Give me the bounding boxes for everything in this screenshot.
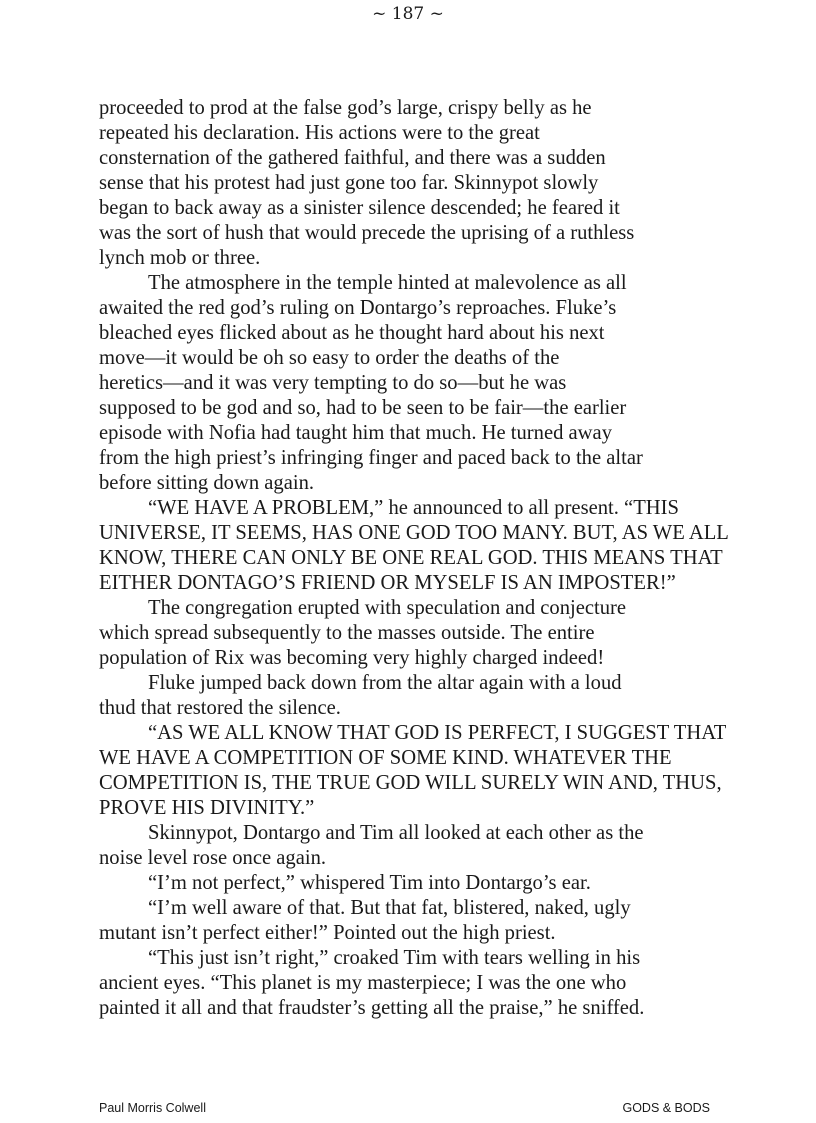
text-line: sense that his protest had just gone too far. Skinnypot slowly — [99, 172, 599, 194]
text-line: Skinnypot, Dontargo and Tim all looked at each other as the — [148, 822, 644, 844]
text-line: move—it would be oh so easy to order the deaths of the — [99, 347, 560, 369]
text-line: which spread subsequently to the masses outside. The entire — [99, 622, 595, 644]
text-line: bleached eyes flicked about as he thought hard about his next — [99, 322, 605, 344]
footer-author: Paul Morris Colwell — [99, 1101, 206, 1115]
text-line: repeated his declaration. His actions were to the great — [99, 122, 540, 144]
text-line: “I’m not perfect,” whispered Tim into Dontargo’s ear. — [148, 872, 591, 894]
text-line: thud that restored the silence. — [99, 697, 341, 719]
text-line: painted it all and that fraudster’s getting all the praise,” he sniffed. — [99, 997, 645, 1019]
text-line: WE HAVE A COMPETITION OF SOME KIND. WHATEVER THE — [99, 747, 672, 769]
text-line: before sitting down again. — [99, 472, 315, 494]
text-line: consternation of the gathered faithful, and there was a sudden — [99, 147, 606, 169]
page-number: ~ 187 ~ — [372, 4, 444, 24]
text-line: began to back away as a sinister silence descended; he feared it — [99, 197, 620, 219]
text-line: population of Rix was becoming very highly charged indeed! — [99, 647, 605, 669]
text-line: The congregation erupted with speculation and conjecture — [148, 597, 627, 619]
text-line: from the high priest’s infringing finger and paced back to the altar — [99, 447, 643, 469]
body-text — [99, 96, 729, 1021]
text-line: ancient eyes. “This planet is my masterpiece; I was the one who — [99, 972, 627, 994]
text-line: “I’m well aware of that. But that fat, blistered, naked, ugly — [148, 897, 631, 919]
footer-book-title: GODS & BODS — [622, 1101, 710, 1115]
text-line: EITHER DONTAGO’S FRIEND OR MYSELF IS AN IMPOSTER!” — [99, 572, 676, 594]
text-line: The atmosphere in the temple hinted at malevolence as all — [148, 272, 627, 294]
text-line: “This just isn’t right,” croaked Tim with tears welling in his — [148, 947, 641, 969]
text-line: UNIVERSE, IT SEEMS, HAS ONE GOD TOO MANY. BUT, AS WE ALL — [99, 522, 729, 544]
text-line: heretics—and it was very tempting to do so—but he was — [99, 372, 567, 394]
text-line: mutant isn’t perfect either!” Pointed out the high priest. — [99, 922, 556, 944]
text-line: “WE HAVE A PROBLEM,” he announced to all present. “THIS — [148, 497, 679, 519]
text-line: proceeded to prod at the false god’s large, crispy belly as he — [99, 97, 592, 119]
text-line: noise level rose once again. — [99, 847, 327, 869]
text-line: was the sort of hush that would precede the uprising of a ruthless — [99, 222, 635, 244]
text-line: lynch mob or three. — [99, 247, 261, 269]
text-line: “AS WE ALL KNOW THAT GOD IS PERFECT, I SUGGEST THAT — [148, 722, 727, 744]
text-line: PROVE HIS DIVINITY.” — [99, 797, 315, 819]
text-line: KNOW, THERE CAN ONLY BE ONE REAL GOD. THIS MEANS THAT — [99, 547, 723, 569]
text-line: awaited the red god’s ruling on Dontargo’s reproaches. Fluke’s — [99, 297, 617, 319]
text-line: COMPETITION IS, THE TRUE GOD WILL SURELY WIN AND, THUS, — [99, 772, 722, 794]
text-line: supposed to be god and so, had to be seen to be fair—the earlier — [99, 397, 627, 419]
text-line: Fluke jumped back down from the altar again with a loud — [148, 672, 622, 694]
text-line: episode with Nofia had taught him that much. He turned away — [99, 422, 612, 444]
